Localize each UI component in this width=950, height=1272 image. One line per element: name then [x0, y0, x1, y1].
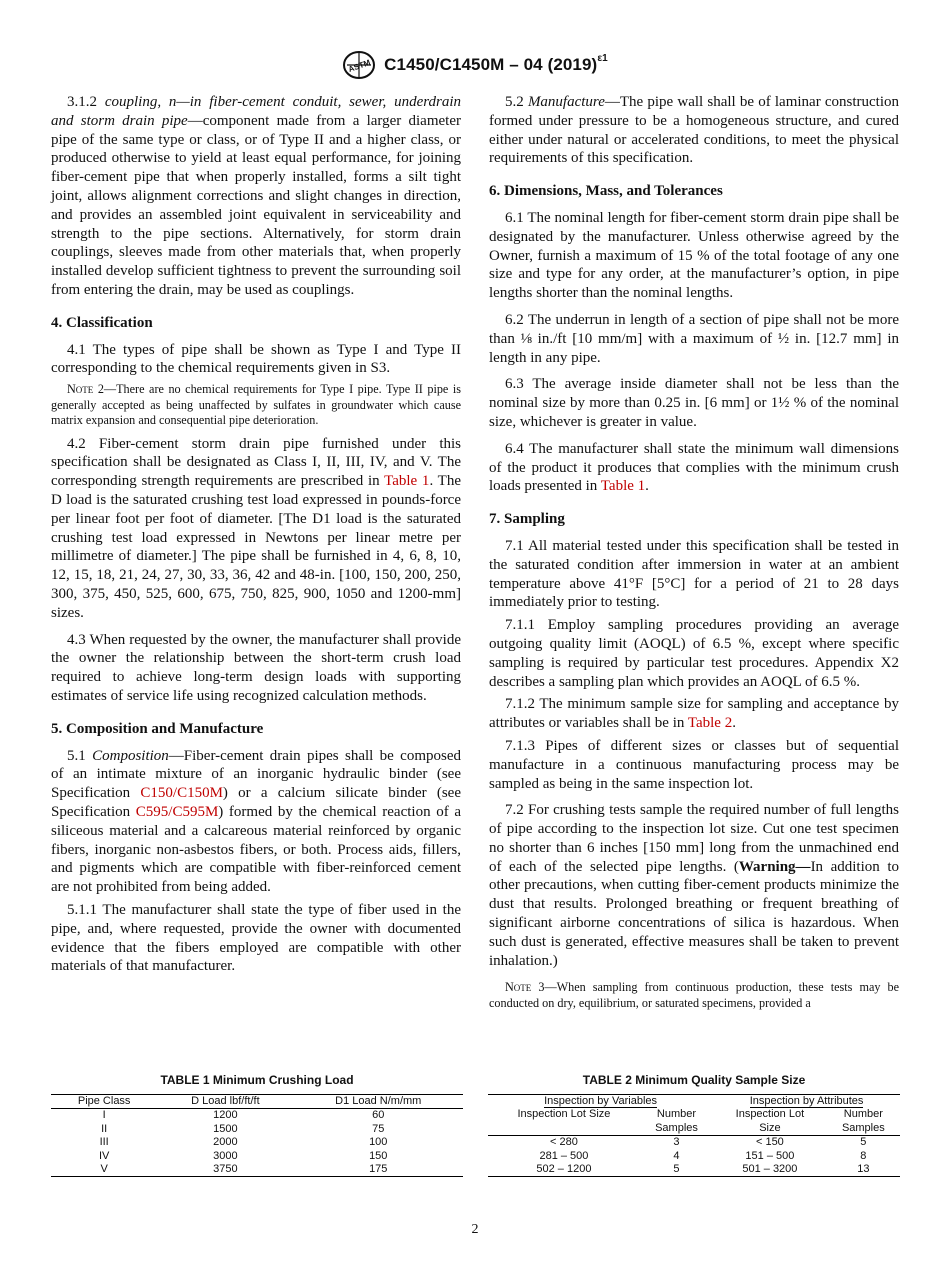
- paragraph-5-1: 5.1 Composition—Fiber-cement drain pipes shall be composed of an intimate mixture of an inorganic hydraulic binder (see Specification C150/C150M) or a calcium silicate binder (see Specification C595/C595M) formed by the chemical reaction of a siliceous material and a calcareous material reinforced by organic fibers, inorganic non-asbestos fibers, or both. Process aids, fillers, and pigments which are compatible with fiber-reinforced cement are not prohibited from being added.: [51, 747, 461, 896]
- column-header: [488, 1122, 640, 1136]
- note-2: Note 2—There are no chemical requirements for Type I pipe. Type II pipe is generally accepted as being unaffected by sulfates in groundwater which cause matrix expansion and consequential pipe deterioration.: [51, 382, 461, 428]
- column-header: Number: [656, 1108, 697, 1121]
- column-header: D1 Load N/m/mm: [293, 1095, 463, 1109]
- paragraph-5-1-1: 5.1.1 The manufacturer shall state the type of fiber used in the pipe, and, where requested, provide the owner with documented evidence that the fibers employed are compatible with other materials of that manufacturer.: [51, 901, 461, 975]
- designation-title: C1450/C1450M – 04 $(2019)^{\varepsilon 1}$: [384, 53, 608, 74]
- note-3: Note 3—When sampling from continuous production, these tests may be conducted on dry, equilibrium, or saturated specimens, provided a: [489, 980, 899, 1010]
- paragraph-6-4: 6.4 The manufacturer shall state the minimum wall dimensions of the product it produces that complies with the minimum crush loads presented in Table 1.: [489, 440, 899, 495]
- section-4-heading: 4. Classification: [51, 314, 153, 331]
- table-row: IV 3000 150: [98, 1149, 388, 1162]
- column-header: D Load lbf/ft/ft: [157, 1095, 293, 1109]
- c595-link[interactable]: C595/C595M: [135, 804, 219, 820]
- group-header-variables: Inspection by Variables: [488, 1095, 713, 1109]
- paragraph-4-2: 4.2 Fiber-cement storm drain pipe furnished under this specification shall be designated as Class I, II, III, IV, and V. The corresponding strength requirements are prescribed in Table 1. The D load is the saturated crushing test load expressed in pounds-force per linear foot per foot of diameter. [The D1 load is the saturated crushing test load expressed in Newtons per linear metre per millimetre of diameter.] The pipe shall be furnished in 4, 6, 8, 10, 12, 15, 18, 21, 24, 27, 30, 33, 36, 42 and 48-in. [100, 150, 200, 250, 300, 375, 450, 525, 600, 675, 750, 825, 900, 1050 and 1200-mm] sizes.: [51, 435, 461, 621]
- table-row: 281 – 500 4 151 – 500 8: [539, 1149, 867, 1162]
- group-header-attributes: Inspection by Attributes: [713, 1095, 900, 1109]
- paragraph-6-1: 6.1 The nominal length for fiber-cement storm drain pipe shall be designated by the manufacturer. Unless otherwise agreed by the Owner, furnish a maximum of 15 % of the total footage of any one size and type for any order, at the manufacturer’s option, in pipe lengths shorter than the nominal lengths.: [489, 209, 899, 302]
- section-7-heading: 7. Sampling: [489, 511, 565, 528]
- table-1: [51, 1073, 463, 1177]
- column-header: Inspection Lot Size: [517, 1108, 611, 1121]
- sample-size-table: [488, 1094, 900, 1177]
- page-header: [0, 50, 950, 85]
- paragraph-3-1-2: 3.1.2 coupling, n—in fiber-cement conduit, sewer, underdrain and storm drain pipe—component made from a larger diameter pipe of the same type or class, or of Type II and a higher class, or produced otherwise to yield at least equal performance, for joining fiber-cement pipe that when properly installed, forms a silt tight joint, allows alignment corrections and slight changes in direction, and provides an assembled joint equivalent in serviceability and strength to the pipe sections. Alternatively, for storm drain couplings, sleeves made from other materials that, when properly installed develop sufficient tightness to prevent the surrounding soil from entering the drain, may be used as couplings.: [51, 94, 462, 298]
- table-row: 502 – 1200 5 501 – 3200 13: [488, 1163, 900, 1177]
- paragraph-7-2: 7.2 For crushing tests sample the required number of full lengths of pipe according to the inspection lot size. Cut one test specimen no shorter than 6 inches [150 mm] long from the unmachined end of each of the selected pipe lengths. (Warning—In addition to other precautions, when cutting fiber-cement products minimize the dust that results. Prolonged breathing or frequent breathing of significant airborne concentrations of silica is hazardous. When such dust is generated, effective measures shall be taken to prevent inhalation.): [489, 802, 899, 969]
- section-5-heading: 5. Composition and Manufacture: [51, 720, 264, 737]
- epsilon-superscript: ε1: [597, 53, 608, 65]
- paragraph-6-2: 6.2 The underrun in length of a section of pipe shall not be more than ⅛ in./ft [10 mm/m] with a maximum of ½ in. [12.7 mm] in length in any pipe.: [489, 311, 899, 366]
- astm-logo-icon: [342, 50, 376, 80]
- paragraph-7-1-2: 7.1.2 The minimum sample size for sampling and acceptance by attributes or variables shall be in Table 2.: [489, 696, 899, 732]
- table-row: V 3750 175: [51, 1163, 463, 1177]
- paragraph-7-1-3: 7.1.3 Pipes of different sizes or classes but of sequential manufacture in a continuous manufacturing process may be sampled as being in the same inspection lot.: [489, 737, 899, 792]
- table-2-caption: TABLE 2 Minimum Quality Sample Size: [582, 1073, 806, 1087]
- right-column: [489, 93, 899, 1017]
- column-header: Number: [843, 1108, 883, 1121]
- column-header: Inspection Lot: [735, 1108, 805, 1121]
- svg-text:ASTM: ASTM: [347, 57, 372, 75]
- table-1-link[interactable]: Table 1: [600, 478, 646, 495]
- table-row: I 1200 60: [102, 1109, 385, 1122]
- table-row: II 1500 75: [101, 1122, 385, 1135]
- table-row: III 2000 100: [99, 1136, 388, 1149]
- table-1-link[interactable]: Table 1: [384, 473, 430, 490]
- paragraph-6-3: 6.3 The average inside diameter shall not be less than the nominal size by more than 0.25 in. [6 mm] or 1½ % of the nominal size, whichever is greater in value.: [489, 376, 899, 430]
- paragraph-7-1: 7.1 All material tested under this specification shall be tested in the saturated condition after immersion in water at an ambient temperature above 41°F [5°C] for a period of 21 to 28 days immediately prior to testing.: [489, 537, 899, 611]
- crushing-load-table: [51, 1094, 463, 1177]
- paragraph-7-1-1: 7.1.1 Employ sampling procedures providing an average outgoing quality limit (AOQL) of 6.5 %, except where specific sampling is required by particular test procedures. Appendix X2 describes a sampling plan which provides an AOQL of 6.5 %.: [489, 617, 899, 690]
- column-header: Pipe Class: [51, 1095, 157, 1109]
- table-2-link[interactable]: Table 2: [687, 715, 733, 732]
- table-2: [488, 1073, 900, 1177]
- left-column: [51, 93, 461, 980]
- column-header: Samples: [640, 1122, 713, 1136]
- paragraph-5-2: 5.2 Manufacture—The pipe wall shall be of laminar construction formed under pressure to be a homogeneous structure, and cured either under natural or accelerated conditions, to meet the physical requirements of this specification.: [489, 94, 900, 167]
- paragraph-4-3: 4.3 When requested by the owner, the manufacturer shall provide the owner the relationship between the short-term crush load required to achieve long-term design loads with supporting estimates of service life using recognized calculation methods.: [51, 631, 461, 705]
- c150-link[interactable]: C150/C150M: [140, 785, 223, 802]
- column-header: Size: [713, 1122, 827, 1136]
- table-row: < 280 3 < 150 5: [550, 1136, 867, 1149]
- table-1-caption: TABLE 1 Minimum Crushing Load: [160, 1073, 354, 1087]
- paragraph-4-1: 4.1 The types of pipe shall be shown as Type I and Type II corresponding to the chemical requirements given in S3.: [51, 341, 461, 377]
- column-header: Samples: [827, 1122, 900, 1136]
- section-6-heading: 6. Dimensions, Mass, and Tolerances: [489, 183, 723, 200]
- page-number: 2: [471, 1222, 479, 1237]
